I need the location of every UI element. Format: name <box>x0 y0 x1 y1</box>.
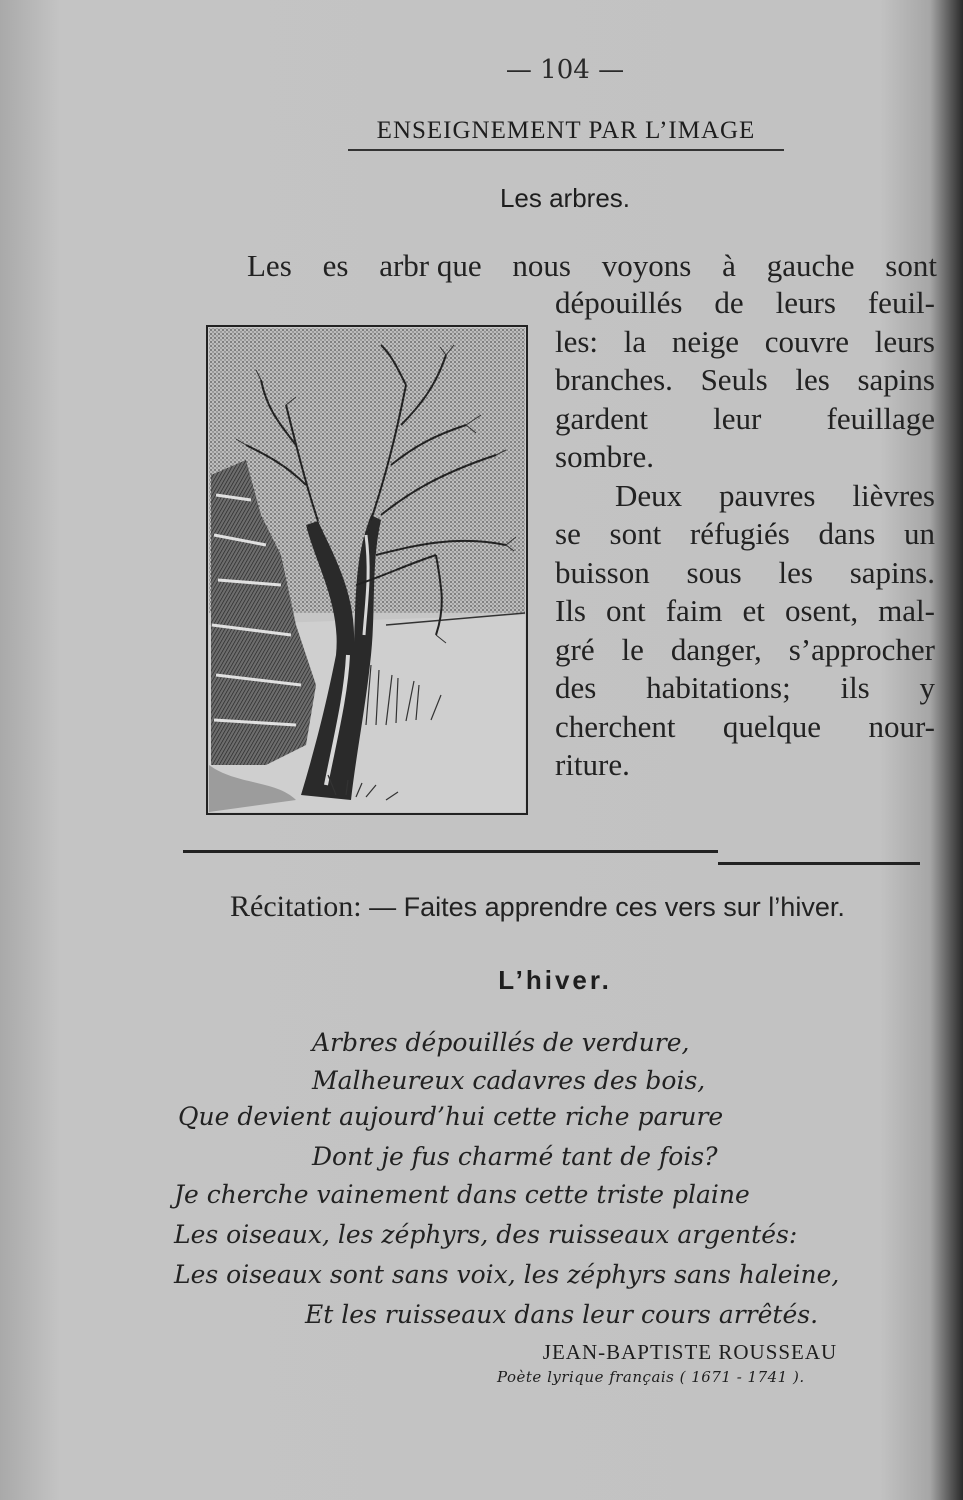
word: lièvres <box>852 477 935 513</box>
author-note: Poète lyrique français ( 1671 - 1741 ). <box>497 1368 805 1386</box>
word: leur <box>713 400 762 436</box>
word: réfugiés <box>689 516 790 551</box>
reading-line <box>555 708 935 747</box>
word: de <box>714 285 744 320</box>
word: gré <box>555 631 595 667</box>
word: neige <box>671 323 739 359</box>
section-title: ENSEIGNEMENT PAR L’IMAGE <box>348 117 784 151</box>
reading-line: riture. <box>555 747 630 782</box>
reading-line <box>555 323 935 362</box>
word: les <box>795 362 830 397</box>
word: Ils <box>555 593 586 628</box>
word: sous <box>686 554 742 590</box>
section-divider <box>183 850 718 853</box>
reading-line <box>555 477 935 516</box>
reading-column <box>555 284 935 785</box>
word: sapins <box>857 362 935 397</box>
page-number: — 104 — <box>505 55 625 85</box>
word: y <box>919 670 935 705</box>
word: feuillage <box>826 400 935 436</box>
word: leurs <box>775 285 836 320</box>
poem-verse: Les oiseaux, les zéphyrs, des ruisseaux argentés: <box>174 1220 798 1249</box>
word: dépouillés <box>555 285 683 320</box>
word: leurs <box>874 323 935 359</box>
reading-line <box>555 592 935 631</box>
word: ils <box>840 670 870 705</box>
reading-line <box>555 554 935 593</box>
word: les: <box>555 323 599 359</box>
word: des <box>555 670 597 705</box>
word: la <box>623 323 647 359</box>
word: gardent <box>555 400 648 436</box>
word: faim <box>665 593 723 628</box>
poem-verse: Je cherche vainement dans cette triste plaine <box>174 1180 750 1209</box>
reading-first-line <box>247 248 937 284</box>
word: branches. <box>555 362 673 397</box>
word: voyons <box>601 248 692 283</box>
word: sont <box>609 516 662 551</box>
word: buisson <box>555 554 650 590</box>
word: cherchent <box>555 708 676 744</box>
word: arbr que <box>379 248 482 283</box>
word: se <box>555 516 581 551</box>
reading-line <box>555 284 935 323</box>
lesson-heading: Les arbres. <box>499 183 631 213</box>
word: ont <box>606 593 646 628</box>
word: osent, <box>784 593 859 628</box>
word: couvre <box>764 323 850 359</box>
word: le <box>621 631 644 667</box>
reading-line <box>555 400 935 439</box>
poem-verse: Les oiseaux sont sans voix, les zéphyrs sans haleine, <box>174 1260 840 1289</box>
reading-line <box>555 361 935 400</box>
word: Seuls <box>700 362 768 397</box>
section-divider <box>718 862 920 865</box>
word: sont <box>885 248 937 283</box>
poem-author: JEAN-BAPTISTE ROUSSEAU <box>542 1340 838 1364</box>
reading-line <box>555 669 935 708</box>
word: mal- <box>878 593 935 628</box>
recitation-text: — Faites apprendre ces vers sur l’hiver. <box>361 892 845 922</box>
recitation-label: Récitation: <box>230 890 362 923</box>
word: Deux <box>615 477 683 513</box>
word: les <box>778 554 813 590</box>
word: et <box>742 593 765 628</box>
poem-verse: Dont je fus charmé tant de fois? <box>312 1142 718 1171</box>
word: danger, <box>670 631 762 667</box>
word: gauche <box>766 248 855 283</box>
word: feuil- <box>867 285 935 320</box>
poem-title: L’hiver. <box>498 965 612 995</box>
word: nous <box>512 248 571 283</box>
poem-verse: Arbres dépouillés de verdure, <box>312 1028 690 1057</box>
word: habitations; <box>646 670 791 705</box>
reading-line <box>555 631 935 670</box>
reading-line: sombre. <box>555 439 655 474</box>
word: es <box>322 248 349 283</box>
word: un <box>904 516 935 551</box>
word: dans <box>818 516 876 551</box>
word: nour- <box>868 708 935 744</box>
word: à <box>722 248 736 283</box>
poem-verse: Que devient aujourd’hui cette riche parure <box>178 1102 724 1131</box>
word: quelque <box>722 708 822 744</box>
word: sapins. <box>849 554 935 590</box>
word: Les <box>247 248 292 283</box>
word: pauvres <box>719 477 816 513</box>
winter-tree-illustration <box>206 325 528 815</box>
poem-verse: Et les ruisseaux dans leur cours arrêtés. <box>305 1300 819 1329</box>
word: s’approcher <box>788 631 935 667</box>
reading-line <box>555 515 935 554</box>
recitation-instruction <box>230 890 930 924</box>
poem-verse: Malheureux cadavres des bois, <box>312 1066 706 1095</box>
